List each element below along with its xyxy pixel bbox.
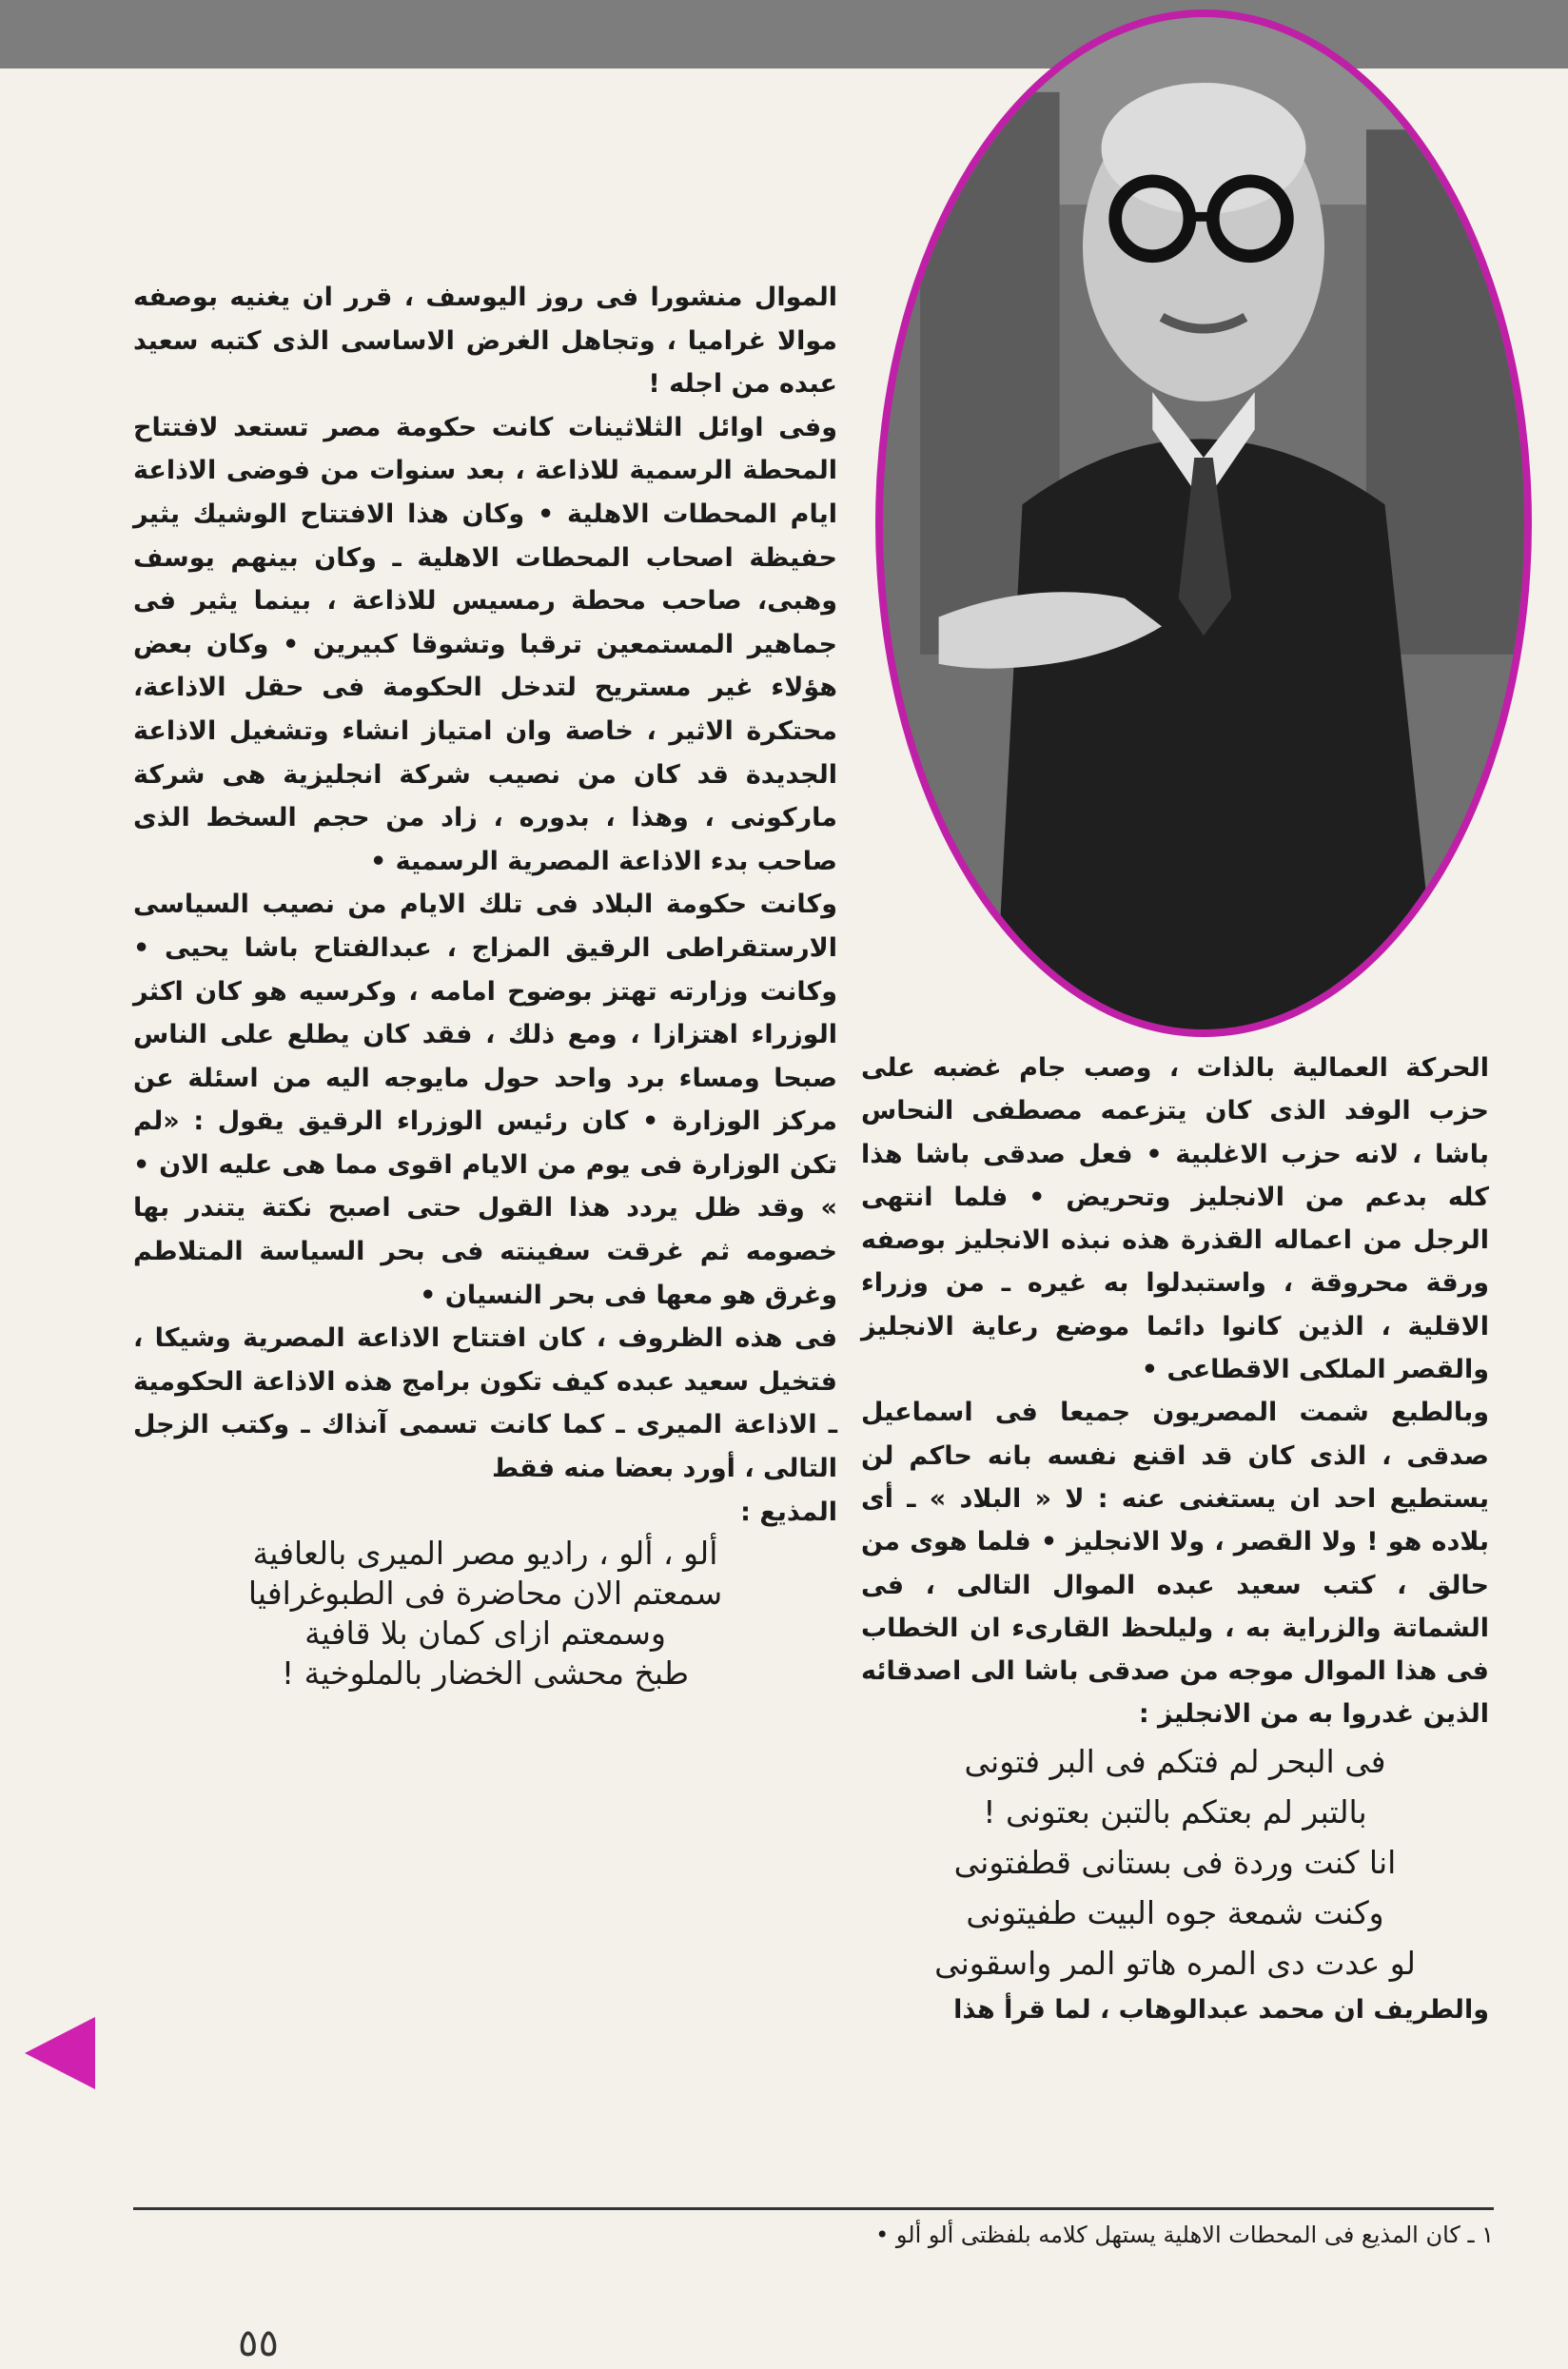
verse-line: بالتبر لم بعتكم بالتبن بعتونى ! <box>983 1792 1367 1831</box>
closing-line: والطريف ان محمد عبدالوهاب ، لما قرأ هذا <box>953 1994 1489 2025</box>
verse-line: سمعتم الان محاضرة فى الطبوغرافيا <box>247 1575 723 1613</box>
footnote-divider <box>133 2207 1494 2210</box>
speaker-label: المذيع : <box>740 1497 837 1527</box>
verse-line: انا كنت وردة فى بستانى قطفتونى <box>953 1843 1397 1881</box>
portrait-photo <box>875 10 1532 1037</box>
paragraph: وبالطبع شمت المصريون جميعا فى اسماعيل صدقى ، الذى كان قد اقنع نفسه بانه حاكم لن يستطيع احد ان يستغنى عنه : لا « البلاد » ـ أى بلاده هو ! ولا القصر ، ولا الانجليز • فلما هوى من حالق ، كتب سعيد عبده الموال التالى ، فى الشماتة والزراية به ، وليلحظ القارىء ان الخطاب فى هذا الموال موجه من صدقى باشا الى اصدقائه الذين غدروا به من الانجليز : <box>861 1398 1489 1730</box>
triangle-marker-icon <box>25 2017 95 2089</box>
footnote: ١ ـ كان المذيع فى المحطات الاهلية يستهل كلامه بلفظتى ألو ألو • <box>875 2222 1494 2248</box>
paragraph: فى هذه الظروف ، كان افتتاح الاذاعة المصرية وشيكا ، فتخيل سعيد عبده كيف تكون برامج هذه الاذاعة الحكومية ـ الاذاعة الميرى ـ كما كانت تسمى آنذاك ـ وكتب الزجل التالى ، أورد بعضا منه فقط <box>133 1323 837 1484</box>
article-column-right <box>861 1047 1489 2031</box>
paragraph: وكانت حكومة البلاد فى تلك الايام من نصيب السياسى الارستقراطى الرقيق المزاج ، عبدالفتاح باشا يحيى • وكانت وزارته تهتز بوضوح امامه ، وكرسيه هو كان اكثر الوزراء اهتزازا ، ومع ذلك ، فقد كان يطلع على الناس صبحا ومساء برد واحد حول مايوجه اليه من اسئلة عن مركز الوزارة • كان رئيس الوزراء الرقيق يقول : «لم تكن الوزارة فى يوم من الايام اقوى مما هى عليه الان • » وقد ظل يردد هذا القول حتى اصبح نكتة يتندر بها خصومه ثم غرقت سفينته فى بحر السياسة المتلاطم وغرق هو معها فى بحر النسيان • <box>133 890 837 1310</box>
verse-line: وكنت شمعة جوه البيت طفيتونى <box>966 1893 1384 1931</box>
verse-line: فى البحر لم فتكم فى البر فتونى <box>964 1742 1386 1780</box>
page-number: ٥٥ <box>238 2321 279 2365</box>
verse-line: ألو ، ألو ، راديو مصر الميرى بالعافية <box>252 1535 718 1573</box>
verse-line: طبخ محشى الخضار بالملوخية ! <box>281 1654 690 1693</box>
verse-line: وسمعتم ازاى كمان بلا قافية <box>304 1615 666 1653</box>
paragraph: الحركة العمالية بالذات ، وصب جام غضبه على حزب الوفد الذى كان يتزعمه مصطفى النحاس باشا ، لانه حزب الاغلبية • فعل صدقى باشا هذا كله بدعم من الانجليز وتحريض • فلما انتهى الرجل من اعماله القذرة هذه نبذه الانجليز بوصفه ورقة محروقة ، واستبدلوا به غيره ـ من وزراء الاقلية ، الذين كانوا دائما موضع رعاية الانجليز والقصر الملكى الاقطاعى • <box>861 1053 1489 1385</box>
paragraph: وفى اوائل الثلاثينات كانت حكومة مصر تستعد لافتتاح المحطة الرسمية للاذاعة ، بعد سنوات من فوضى الاذاعة ايام المحطات الاهلية • وكان هذا الافتتاح الوشيك يثير حفيظة اصحاب المحطات الاهلية ـ وكان بينهم يوسف وهبى، صاحب محطة رمسيس للاذاعة ، بينما يثير فى جماهير المستمعين ترقبا وتشوقا كبيرين • وكان بعض هؤلاء غير مستريح لتدخل الحكومة فى حقل الاذاعة، محتكرة الاثير ، خاصة وان امتياز انشاء وتشغيل الاذاعة الجديدة قد كان من نصيب شركة انجليزية هى شركة ماركونى ، وهذا ، بدوره ، زاد من حجم السخط الذى صاحب بدء الاذاعة المصرية الرسمية • <box>133 412 837 876</box>
paragraph: الموال منشورا فى روز اليوسف ، قرر ان يغنيه بوصفه موالا غراميا ، وتجاهل الغرض الاساسى الذى كتبه سعيد عبده من اجله ! <box>133 283 837 400</box>
article-column-left <box>133 276 837 1694</box>
portrait-image <box>883 17 1524 1029</box>
verse-line: لو عدت دى المره هاتو المر واسقونى <box>934 1944 1416 1982</box>
